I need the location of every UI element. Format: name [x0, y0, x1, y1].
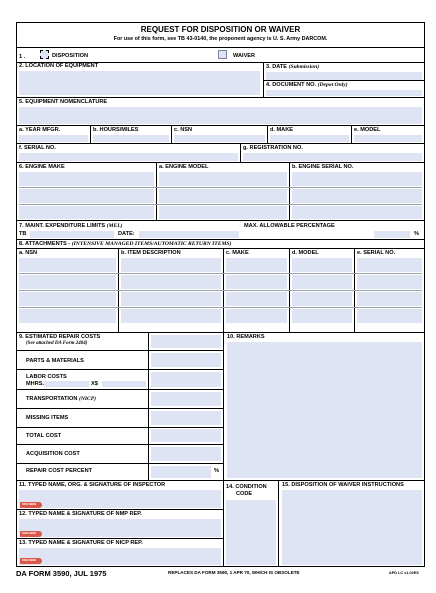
- attachment-row-divider: [19, 273, 422, 274]
- attachment-nsn-field-1[interactable]: [19, 258, 116, 272]
- tb-label: TB: [19, 231, 27, 237]
- attachment-description-field-3[interactable]: [121, 292, 221, 306]
- nsn-field[interactable]: [174, 135, 265, 142]
- document-no-label: 4. DOCUMENT NO. (Depot Only): [266, 82, 348, 88]
- attachment-description-field-2[interactable]: [121, 275, 221, 289]
- engine-make-field-1[interactable]: [19, 172, 154, 186]
- acquisition-cost-field[interactable]: [151, 447, 221, 461]
- attachment-row-divider: [19, 307, 422, 308]
- registration-no-field[interactable]: [243, 153, 422, 161]
- engine-model-field-3[interactable]: [159, 206, 287, 219]
- parts-materials-field[interactable]: [151, 353, 221, 367]
- total-cost-field[interactable]: [151, 429, 221, 442]
- disposition-instructions-field[interactable]: [282, 490, 422, 565]
- repair-cost-percent-symbol: %: [214, 468, 219, 474]
- attachment-serial-field-2[interactable]: [357, 275, 422, 289]
- repair-cost-percent-label: REPAIR COST PERCENT: [26, 468, 93, 474]
- acquisition-cost-label: ACQUISITION COST: [26, 451, 80, 457]
- engine-model-label: a. ENGINE MODEL: [159, 164, 209, 170]
- parts-materials-label: PARTS & MATERIALS: [26, 358, 84, 364]
- attachments-label: 8. ATTACHMENTS - (INTENSIVE MANAGED ITEMS/AUTOMATIC RETURN ITEMS): [19, 241, 232, 247]
- attachment-nsn-field-4[interactable]: [19, 309, 116, 323]
- attachment-nsn-field-2[interactable]: [19, 275, 116, 289]
- document-no-field[interactable]: [266, 90, 422, 96]
- hours-miles-label: b. HOURS/MILES: [93, 127, 139, 133]
- mel-date-field[interactable]: [139, 231, 239, 238]
- sign-here-tag-3: SIGN HERE: [20, 558, 42, 564]
- nmp-rep-field[interactable]: [19, 519, 221, 537]
- att-col-description: b. ITEM DESCRIPTION: [121, 250, 181, 256]
- engine-make-field-3[interactable]: [19, 206, 154, 219]
- mel-date-label: DATE:: [118, 231, 135, 237]
- sign-here-tag-2: SIGN HERE: [20, 531, 42, 537]
- remarks-label: 10. REMARKS: [227, 334, 265, 340]
- location-label: 2. LOCATION OF EQUIPMENT: [19, 63, 99, 69]
- attachment-model-field-1[interactable]: [292, 258, 352, 272]
- att-col-model: d. MODEL: [292, 250, 319, 256]
- missing-items-field[interactable]: [151, 411, 221, 425]
- waiver-checkbox[interactable]: [218, 50, 227, 59]
- date-label: 3. DATE (Submission): [266, 64, 320, 70]
- repair-costs-label: 9. ESTIMATED REPAIR COSTS: [19, 334, 101, 340]
- date-field[interactable]: [266, 72, 422, 80]
- attachment-make-field-2[interactable]: [226, 275, 287, 289]
- sign-here-tag-1: SIGN HERE: [20, 502, 42, 508]
- attachment-description-field-1[interactable]: [121, 258, 221, 272]
- total-cost-label: TOTAL COST: [26, 433, 62, 439]
- waiver-label: WAIVER: [233, 53, 256, 59]
- mel-label: 7. MAINT. EXPENDITURE LIMITS (MEL): [19, 223, 123, 229]
- inspector-field[interactable]: [19, 490, 221, 508]
- year-mfgr-field[interactable]: [19, 135, 88, 142]
- attachment-serial-field-3[interactable]: [357, 292, 422, 306]
- attachment-row-divider: [19, 290, 422, 291]
- make-field[interactable]: [270, 135, 349, 142]
- form-subtitle: For use of this form, see TB 43-0140, the proponent agency is U. S. Army DARCOM.: [113, 36, 328, 42]
- year-mfgr-label: a. YEAR MFGR.: [19, 127, 61, 133]
- location-field[interactable]: [19, 71, 260, 95]
- inspector-label: 11. TYPED NAME, ORG. & SIGNATURE OF INSPECTOR: [19, 482, 166, 488]
- attachment-make-field-4[interactable]: [226, 309, 287, 323]
- serial-no-field[interactable]: [19, 153, 238, 161]
- transportation-label: TRANSPORTATION (NICP): [26, 396, 97, 402]
- nomenclature-field[interactable]: [19, 107, 422, 124]
- serial-no-label: f. SERIAL NO.: [19, 145, 56, 151]
- replaces-note: REPLACES DA FORM 3590, 1 APR 70, WHICH IS OBSOLETE: [168, 570, 300, 575]
- mhrs-field[interactable]: [44, 381, 89, 387]
- attachment-description-field-4[interactable]: [121, 309, 221, 323]
- remarks-field[interactable]: [227, 342, 422, 478]
- model-field[interactable]: [354, 135, 422, 142]
- max-percentage-label: MAX. ALLOWABLE PERCENTAGE: [244, 223, 335, 229]
- nicp-rep-field[interactable]: [19, 548, 221, 565]
- rate-label: X$: [91, 381, 98, 387]
- disposition-checkbox[interactable]: [40, 50, 49, 59]
- attachment-model-field-4[interactable]: [292, 309, 352, 323]
- make-label: d. MAKE: [270, 127, 293, 133]
- version-tag: APD LC v1.02ES: [389, 571, 419, 575]
- att-col-serial: e. SERIAL NO.: [357, 250, 396, 256]
- engine-model-field-2[interactable]: [159, 189, 287, 203]
- missing-items-label: MISSING ITEMS: [26, 415, 69, 421]
- labor-costs-label: LABOR COSTS: [26, 374, 67, 380]
- engine-model-field-1[interactable]: [159, 172, 287, 186]
- attachment-serial-field-1[interactable]: [357, 258, 422, 272]
- nomenclature-label: 5. EQUIPMENT NOMENCLATURE: [19, 99, 108, 105]
- max-percentage-field[interactable]: [374, 231, 410, 238]
- attachment-model-field-3[interactable]: [292, 292, 352, 306]
- engine-serial-field-2[interactable]: [292, 189, 422, 203]
- repair-costs-note: (See attached DA Form 2404): [26, 341, 88, 346]
- labor-costs-field[interactable]: [151, 372, 221, 387]
- nsn-label: c. NSN: [174, 127, 193, 133]
- transportation-field[interactable]: [151, 392, 221, 406]
- condition-code-field[interactable]: [226, 500, 276, 565]
- attachment-serial-field-4[interactable]: [357, 309, 422, 323]
- rate-field[interactable]: [102, 381, 146, 387]
- model-label: e. MODEL: [354, 127, 381, 133]
- attachment-model-field-2[interactable]: [292, 275, 352, 289]
- max-percentage-symbol: %: [414, 231, 419, 237]
- disposition-instructions-label: 15. DISPOSITION OF WAIVER INSTRUCTIONS: [282, 482, 404, 488]
- att-col-nsn: a. NSN: [19, 250, 38, 256]
- hours-miles-field[interactable]: [93, 135, 169, 142]
- engine-serial-label: b. ENGINE SERIAL NO.: [292, 164, 354, 170]
- att-col-make: c. MAKE: [226, 250, 249, 256]
- engine-make-label: 6. ENGINE MAKE: [19, 164, 65, 170]
- attachment-make-field-1[interactable]: [226, 258, 287, 272]
- condition-code-label-2: CODE: [236, 491, 253, 497]
- attachment-make-field-3[interactable]: [226, 292, 287, 306]
- repair-costs-field[interactable]: [151, 335, 221, 348]
- attachment-nsn-field-3[interactable]: [19, 292, 116, 306]
- repair-cost-percent-field[interactable]: [151, 466, 211, 478]
- engine-make-field-2[interactable]: [19, 189, 154, 203]
- field-1-number: 1 .: [19, 54, 26, 60]
- condition-code-label-1: 14. CONDITION: [226, 484, 267, 490]
- mhrs-label: MHRS.: [26, 381, 45, 387]
- registration-no-label: g. REGISTRATION NO.: [243, 145, 303, 151]
- engine-serial-field-3[interactable]: [292, 206, 422, 219]
- nicp-rep-label: 13. TYPED NAME & SIGNATURE OF NICP REP.: [19, 540, 143, 546]
- engine-serial-field-1[interactable]: [292, 172, 422, 186]
- form-title: REQUEST FOR DISPOSITION OR WAIVER: [140, 25, 301, 34]
- form-number: DA FORM 3590, JUL 1975: [16, 569, 107, 578]
- nmp-rep-label: 12. TYPED NAME & SIGNATURE OF NMP REP.: [19, 511, 142, 517]
- tb-field[interactable]: [30, 231, 114, 238]
- disposition-label: DISPOSITION: [52, 53, 89, 59]
